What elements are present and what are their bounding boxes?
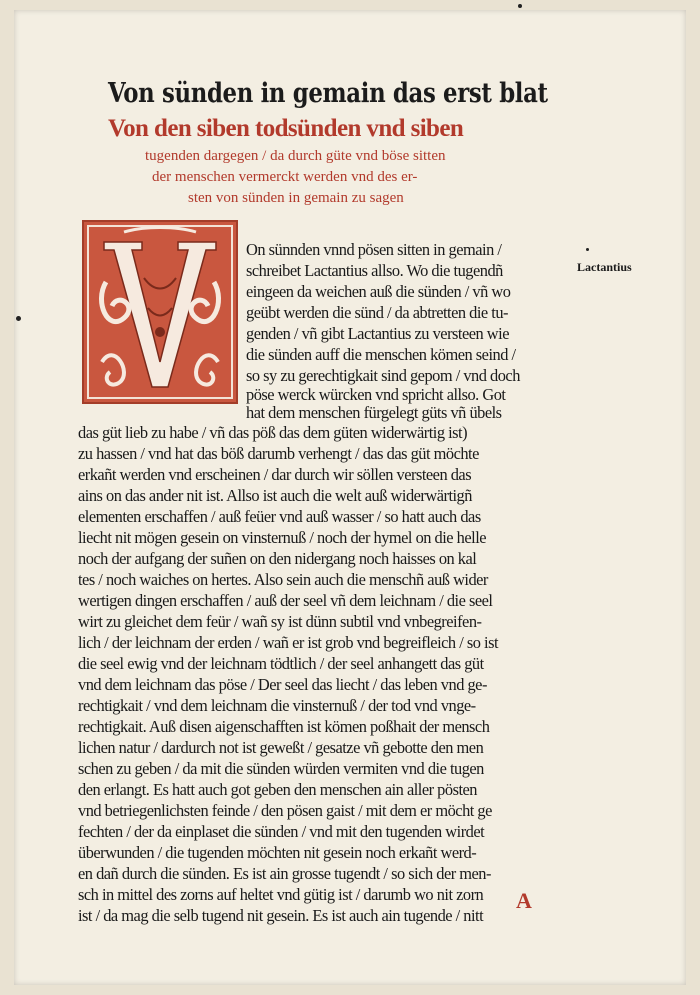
text-line: liecht nit mögen gesein on vinsternuß / noch der hymel on die helle [78, 528, 487, 547]
ink-speck [518, 4, 522, 8]
ink-speck [16, 316, 21, 321]
text-line: so sy zu gerechtigkait sind gepom / vnd doch [246, 366, 520, 385]
text-line: den erlangt. Es hatt auch got geben den menschen ain aller pösten [78, 780, 477, 799]
text-line: wertigen dingen erschaffen / auß der seel vñ dem leichnam / die seel [78, 591, 493, 610]
text-line: elementen erschaffen / auß feüer vnd auß wasser / so hatt auch das [78, 507, 481, 526]
text-line: schen zu geben / da mit die sünden würden vermiten vnd die tugen [78, 759, 484, 778]
text-line: genden / vñ gibt Lactantius zu versteen wie [246, 324, 509, 343]
text-line: erkañt werden vnd erscheinen / dar durch wir söllen versteen das [78, 465, 472, 484]
red-heading-line: tugenden dargegen / da durch güte vnd böse sitten [145, 148, 446, 164]
text-line: vnd betriegenlichsten feinde / den pösen gaist / mit dem er möcht ge [78, 801, 492, 820]
text-line: pöse werck würcken vnd spricht allso. Got [246, 385, 506, 404]
text-line: vnd dem leichnam das pöse / Der seel das liecht / das leben vnd ge- [78, 675, 487, 694]
text-line: noch der aufgang der suñen on den nidergang noch haisses on kal [78, 549, 477, 568]
red-heading-line: der menschen vermerckt werden vnd des er- [152, 169, 418, 185]
text-line: ains on das ander nit ist. Allso ist auch die welt auß widerwärtigñ [78, 486, 472, 505]
text-line: die sünden auff die menschen kömen seind / [246, 345, 516, 364]
ink-speck [586, 248, 589, 251]
decorated-initial-v [82, 220, 238, 404]
text-line: hat dem menschen fürgelegt güts vñ übels [246, 403, 502, 422]
text-line: en dañ durch die sünden. Es ist ain grosse tugendt / so sich der men- [78, 864, 491, 883]
text-line: tes / noch waiches on hertes. Also sein auch die menschñ auß wider [78, 570, 488, 589]
text-line: eingeen da weichen auß die sünden / vñ wo [246, 282, 511, 301]
text-line: On sünnden vnnd pösen sitten in gemain / [246, 240, 502, 259]
text-line: fechten / der da einplaset die sünden / vnd mit den tugenden wirdet [78, 822, 485, 841]
text-line: wirt zu gleichet dem feür / wañ sy ist dünn subtil vnd vnbegreifen- [78, 612, 482, 631]
text-line: lich / der leichnam der erden / wañ er ist grob vnd begreifleich / so ist [78, 633, 499, 652]
text-line: das güt lieb zu habe / vñ das pöß das dem güten widerwärtig ist) [78, 423, 468, 442]
text-line: geübt werden die sünd / da abtretten die tu- [246, 303, 509, 322]
text-line: ist / da mag die selb tugend nit gesein. Es ist auch ain tugende / nitt [78, 906, 484, 925]
text-line: lichen natur / dardurch not ist geweßt / gesatze vñ gebotte den men [78, 738, 484, 757]
text-line: sch in mittel des zorns auf heltet vnd gütig ist / darumb wo nit zorn [78, 885, 484, 904]
red-subheading: Von den siben todsünden vnd siben [108, 115, 464, 142]
text-line: zu hassen / vnd hat das böß darumb verhengt / das das güt möchte [78, 444, 479, 463]
text-line: überwunden / die tugenden möchten nit gesein noch erkañt werd- [78, 843, 477, 862]
text-line: rechtigkait / vnd dem leichnam die vinsternuß / der tod vnd vnge- [78, 696, 476, 715]
red-heading-line: sten von sünden in gemain zu sagen [188, 190, 404, 206]
text-line: schreibet Lactantius allso. Wo die tugendñ [246, 261, 503, 280]
signature-mark: A [516, 888, 532, 913]
text-line: die seel ewig vnd der leichnam tödtlich / der seel anhangett das güt [78, 654, 484, 673]
page-heading: Von sünden in gemain das erst blat [108, 78, 548, 109]
text-line: rechtigkait. Auß disen aigenschafften ist kömen poßhait der mensch [78, 717, 490, 736]
margin-note: Lactantius [577, 260, 632, 274]
